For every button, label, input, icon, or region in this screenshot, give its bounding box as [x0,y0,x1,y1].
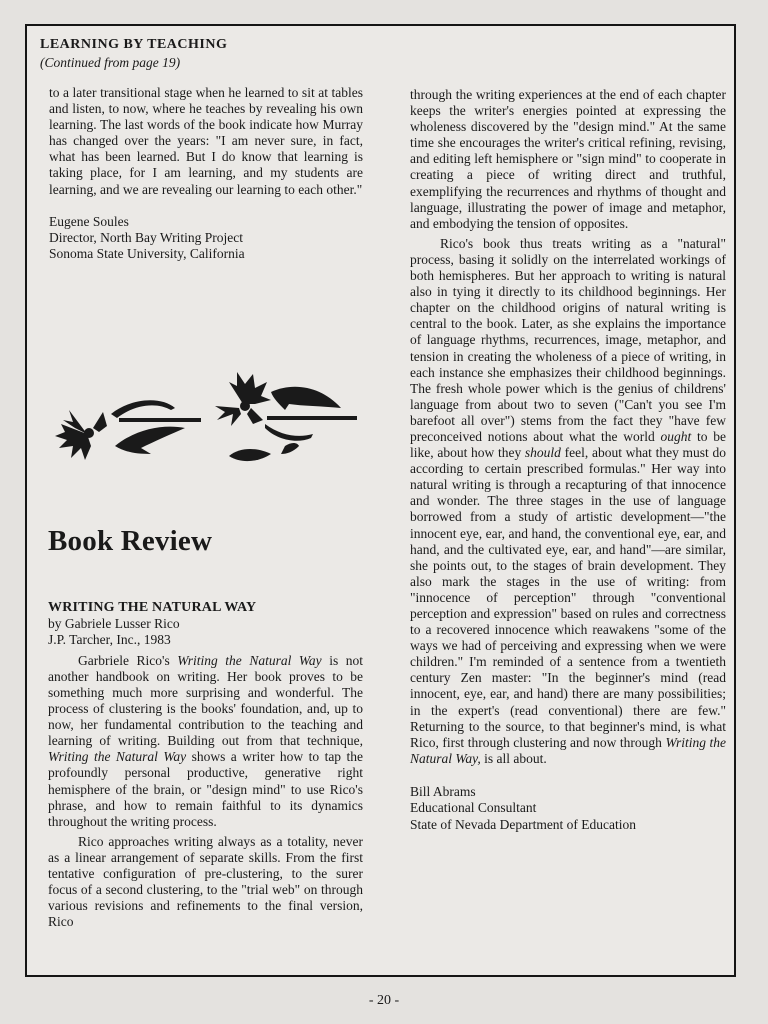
reviewer-affiliation: State of Nevada Department of Education [410,816,637,832]
review-p4-text-d: is all about. [480,750,547,766]
review-paragraph-3: through the writing experiences at the end of each chapter keeps the writer's energies pointed at expressing the wholeness discovered by the "design mind." At the same time she encourages the writer's critical refining, revising, and editing left hemisphere or "sign mind" to cooperate in creating a piece of writing direct and truthful, exemplifying the recurrences and rhythms of thought and language, illustrating the power of image and metaphor, and embodying the tension of opposites. [410,87,726,231]
floral-ornament-icon [45,362,365,474]
review-p1-text-a: Garbriele Rico's [78,652,178,668]
review-p1-text-c: shows a writer how to tap the profoundly personal productive, generative right hemisphere of the brain, or "design mind" to use Rico's phrase, and how to remain faithful to its dynamics throughout the writing process. [48,749,364,829]
running-head-title: LEARNING BY TEACHING [40,37,228,52]
book-title: WRITING THE NATURAL WAY [48,600,257,615]
book-author: by Gabriele Lusser Rico [48,616,180,631]
reviewer-name: Bill Abrams [410,783,476,799]
page-number: - 20 - [368,993,400,1008]
section-title: Book Review [48,525,213,557]
signature-affiliation: Sonoma State University, California [49,246,245,262]
review-p4-emphasis-ought: ought [660,428,692,444]
continued-note: (Continued from page 19) [40,55,181,70]
signature-name: Eugene Soules [49,213,129,229]
review-p4-book-title: Writing the Natural Way, [410,734,727,766]
review-p4-text-a: Rico's book thus treats writing as a "natural" process, basing it solidly on the interrelated workings of both hemispheres. But her approach to writing is natural also in tying it directly to its childhood beginnings. Her chapter on the childhood origins of natural writing is central to the book. Later, as she explains the importance of language rhythms, recurrences, image, metaphor, and tension in creating the wholeness of a piece of writing, in each instance she emphasizes their childhood beginnings. The fresh whole power which is the genius of childrens' language from about two to seven ("Can't you see I'm barefoot all over") stems from the fact they "have few preconceived notions about what the world [410,235,726,444]
reviewer-title: Educational Consultant [410,800,537,816]
review-p4-text-c: feel, about what they must do according to certain prescribed formulas." Her way into natural writing is through a recapturing of that innocence and wonder. The three stages in the use of language borrowed from a study of artistic development—"the innocent eye, ear, and hand, the conventional eye, ear, and hand, and the cultivated eye, ear, and hand"—are similar, she points out, to the stages of brain development. They also mark the stages in the use of writing: from "innocence of perception" through "conventional perception and expression" based on rules and correctness to a recovered innocence which reawakens "some of the ways we had of perceiving and expressing when we were children." I'm reminded of a sentence from a twentieth century Zen master: "In the beginner's mind (read innocent, eye, ear, and hand) there are many possibilities; in the expert's (read conventional) there are few." Returning to the source, to that beginner's mind, is what Rico, first through clustering and now through [410,445,726,750]
review-p4-emphasis-should: should [524,445,561,461]
book-review-left [48,600,363,930]
right-column [410,87,726,833]
book-meta [48,616,363,649]
book-publisher: J.P. Tarcher, Inc., 1983 [48,632,171,648]
review-paragraph-2: Rico approaches writing always as a totality, never as a linear arrangement of separate skills. From the first tentative configuration of pre-clustering, to the surer focus of a second clustering, to the "trial web" on through various revisions and refinements to the final version, Rico [48,833,363,930]
review-p1-book-title-1: Writing the Natural Way [177,652,322,668]
review-p4-text-b: to be like, about how they [410,428,727,461]
author-signature [49,214,363,263]
review-paragraph-1 [48,653,363,830]
article-closing-paragraph: to a later transitional stage when he learned to sit at tables and listen, to now, where he teaches by revealing his own learning. The last words of the book indicate how Murray has changed over the years: "I am never sure, in fact, what has been learned. But I do know that learning is taking place, for I am learning, and my students are learning, and we are revealing our learning to each other." [49,85,363,197]
review-paragraph-4 [410,236,726,767]
reviewer-signature [410,784,726,833]
review-p1-book-title-2: Writing the Natural Way [48,749,187,765]
review-p1-text-b: is not another handbook on writing. Her book proves to be something much more surprising and wonderful. The process of clustering is the books' foundation, and, up to now, her fundamental contribution to the teaching and learning of writing. Building out from that technique, [48,652,364,749]
signature-title: Director, North Bay Writing Project [49,230,243,246]
left-column [40,36,363,263]
